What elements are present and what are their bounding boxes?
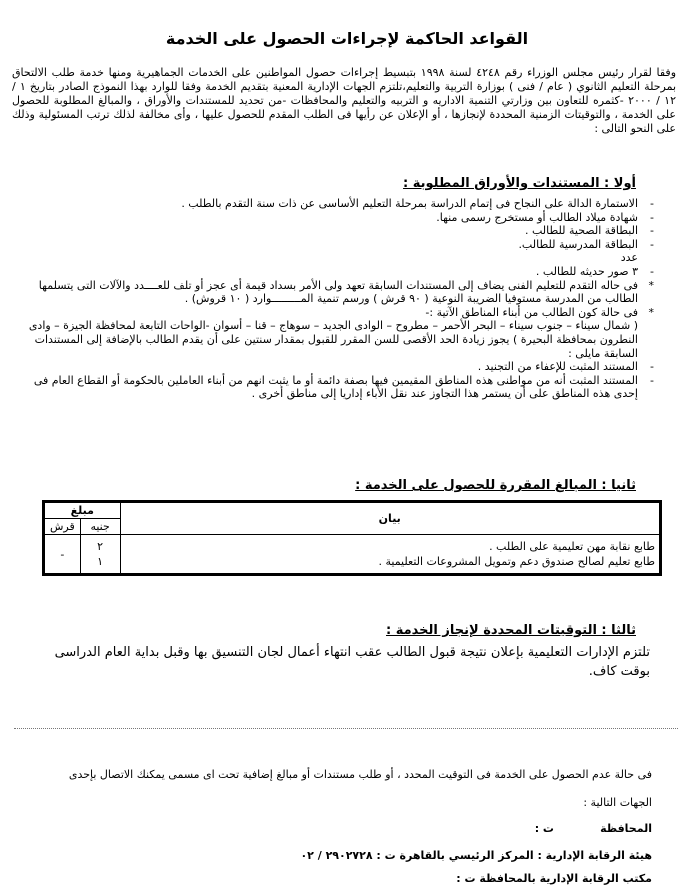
document-text: عدد xyxy=(620,251,638,265)
governorate-label: المحافظة xyxy=(600,822,652,835)
piaster-value: - xyxy=(44,535,81,575)
document-item xyxy=(16,251,654,265)
pound-value: ٢ xyxy=(97,540,104,553)
office-contact: مكتب الرقابة الإدارية بالمحافظة ت : xyxy=(456,872,652,885)
document-text: ٣ صور حديثه للطالب . xyxy=(535,264,638,278)
document-item xyxy=(16,360,654,374)
document-text: المستند المثبت للإعفاء من التجنيد . xyxy=(477,360,638,374)
section3-heading: ثالثا : التوقيتات المحددة لإنجاز الخدمة : xyxy=(386,623,636,638)
fee-item: طابع نقابة مهن تعليمية على الطلب . xyxy=(489,540,655,553)
document-text: ( شمال سيناء – جنوب سيناء – البحر الأحمر – مطروح – الوادى الجديد – سوهاج – قنا – أسوان -الواحات التابعة لمحافظة الجيزة – وادى النطرون بمحافظة البحيرة ) يجوز زيادة الحد الأقصى للسن المقرر للقبول بمقدار سنتين على أن يقدم الطالب بالإضافة إلى المستندات السابقة مايلى : xyxy=(28,319,638,360)
bullet-marker: - xyxy=(650,360,654,374)
document-item xyxy=(16,279,654,306)
documents-list xyxy=(16,197,654,401)
bullet-marker: - xyxy=(650,373,654,387)
pound-value: ١ xyxy=(97,555,104,568)
bullet-marker: - xyxy=(650,224,654,238)
bullet-marker: - xyxy=(650,264,654,278)
bullet-marker: - xyxy=(650,237,654,251)
document-item xyxy=(16,374,654,401)
bullet-marker: * xyxy=(648,305,654,319)
document-item xyxy=(16,211,654,225)
document-text: فى حالة كون الطالب من أبناء المناطق الآتية :- xyxy=(425,305,638,319)
document-text: فى حاله التقدم للتعليم الفنى يضاف إلى المستندات السابقة تعهد ولى الأمر بسداد قيمة أى عجز أو تلف للعــــدد والآلات التى يتسلمها الطالب من المدرسة مستوفيا الضريبة النوعية ( ٩٠ قرش ) ورسم تنمية المـــــــــوارد ( ١٠ قروش) . xyxy=(38,278,638,306)
page-title: القواعد الحاكمة لإجراءات الحصول على الخدمة xyxy=(165,29,529,48)
document-text: البطاقة المدرسية للطالب. xyxy=(518,237,638,251)
bullet-marker: - xyxy=(650,197,654,210)
statement-header: بيان xyxy=(120,502,661,535)
section1-heading: أولا : المستندات والأوراق المطلوبة : xyxy=(403,176,636,191)
document-text: المستند المثبت أنه من مواطنى هذه المناطق المقيمين فيها بصفة دائمة أو ما يثبت انهم من أبناء العاملين بالحكومة أو القطاع العام فى إحدى هذه المناطق على أن يستمر هذا التجاوز عند نقل الأباء إداريا إلى مناطق أخرى . xyxy=(33,373,638,401)
governorate-tel-label: ت : xyxy=(534,822,554,835)
amount-header: مبلغ xyxy=(44,502,121,519)
document-text: الاستمارة الدالة على النجاح فى إتمام الدراسة بمرحلة التعليم الأساسى عن ذات سنة التقدم بالطلب . xyxy=(181,197,638,210)
section2-heading: ثانيا : المبالغ المقررة للحصول على الخدمة : xyxy=(355,478,636,493)
document-text: شهادة ميلاد الطالب أو مستخرج رسمى منها. xyxy=(436,210,638,224)
intro-paragraph: وفقا لقرار رئيس مجلس الوزراء رقم ٤٢٤٨ لسنة ١٩٩٨ بتبسيط إجراءات حصول المواطنين على الخدمات الجماهيرية ومنها خدمة طلب الالتحاق بمرحلة التعليم الثانوي ( عام / فنى ) بوزارة التربية والتعليم،تلتزم الجهات الإدارية المعنية بتقديم الخدمة وفقا للوارد بهذا النموذج الصادر بتاريخ ١ / ١٢ / ٢٠٠٠ -كثمره للتعاون بين وزارتي التنمية الاداريه و التربيه والتعليم والمحافظات -من تحديد للمستندات والأوراق ، والمبالغ المطلوبة للحصول على الخدمة ، والتوقيتات الزمنية المحددة لإنجازها ، أو الإعلان عن رأيها فى الطلب المقدم للحصول عليها ، وأى مخالفة لذلك ترتب المسئولية وذلك على النحو التالى : xyxy=(12,66,677,135)
separator xyxy=(14,728,678,729)
fee-item: طابع تعليم لصالح صندوق دعم وتمويل المشروعات التعليمية . xyxy=(378,555,655,568)
document-item xyxy=(16,224,654,238)
footer-line2: الجهات التالية : xyxy=(583,796,652,809)
document-item xyxy=(16,197,654,211)
bullet-marker: - xyxy=(650,210,654,224)
footer-line1: فى حالة عدم الحصول على الخدمة فى التوقيت المحدد ، أو طلب مستندات أو مبالغ إضافية تحت اى مسمى يمكنك الاتصال بإحدى xyxy=(68,768,652,781)
document-item xyxy=(16,238,654,252)
fees-table xyxy=(42,500,662,576)
document-item xyxy=(16,319,654,360)
section3-text: تلتزم الإدارات التعليمية بإعلان نتيجة قبول الطالب عقب انتهاء أعمال لجان التنسيق بها وقبل بداية العام الدراسى بوقت كاف. xyxy=(54,645,650,679)
document-item xyxy=(16,265,654,279)
piaster-header: قرش xyxy=(44,519,81,535)
fees-items-cell xyxy=(120,535,661,575)
document-item xyxy=(16,306,654,320)
authority-contact: هيئة الرقابة الإدارية : المركز الرئيسي بالقاهرة ت : ٢٩٠٢٧٢٨ / ٠٢ xyxy=(300,849,652,862)
bullet-marker: * xyxy=(648,278,654,292)
document-text: البطاقة الصحية للطالب . xyxy=(524,224,638,238)
pound-header: جنيه xyxy=(80,519,120,535)
pound-values-cell xyxy=(80,535,120,575)
